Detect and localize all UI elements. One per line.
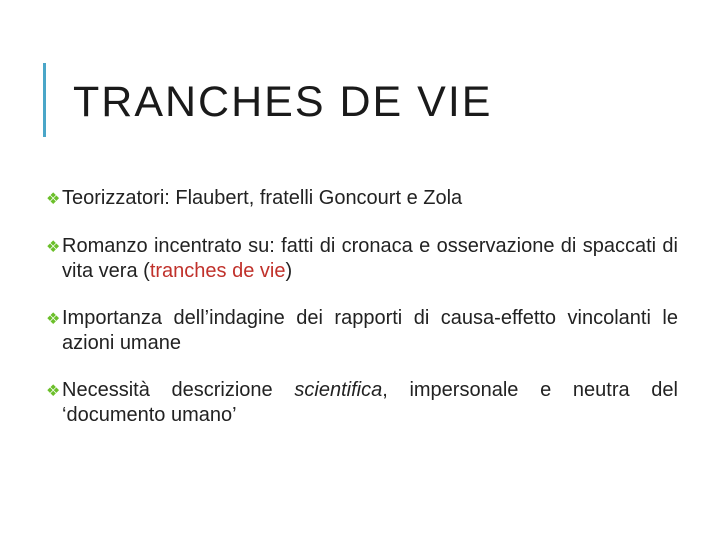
- bullet-item: [44, 306, 678, 355]
- diamond-bullet-icon: ❖: [46, 189, 61, 208]
- diamond-bullet-icon: ❖: [46, 237, 61, 256]
- highlighted-term: tranches de vie: [149, 260, 286, 282]
- bullet-text: Necessità descrizione: [62, 379, 295, 401]
- emphasized-term: scientifica: [294, 379, 383, 401]
- bullet-item: [44, 234, 678, 283]
- bullet-text: Teorizzatori: Flaubert, fratelli Goncourt e Zola: [62, 187, 463, 209]
- slide-title: TRANCHES DE VIE: [73, 78, 493, 126]
- bullet-item: [44, 186, 678, 211]
- bullet-item: [44, 378, 678, 427]
- bullet-text: , impersonale e neutra del ‘documento umano’: [62, 379, 678, 426]
- bullet-text: Romanzo incentrato su: fatti di cronaca e osservazione di spaccati di vita vera (: [62, 235, 678, 282]
- diamond-bullet-icon: ❖: [46, 309, 61, 328]
- title-accent-bar: [43, 63, 46, 137]
- diamond-bullet-icon: ❖: [46, 381, 61, 400]
- bullet-list: [44, 186, 678, 450]
- bullet-text: ): [285, 260, 293, 282]
- bullet-text: Importanza dell’indagine dei rapporti di causa-effetto vincolanti le azioni umane: [62, 307, 678, 354]
